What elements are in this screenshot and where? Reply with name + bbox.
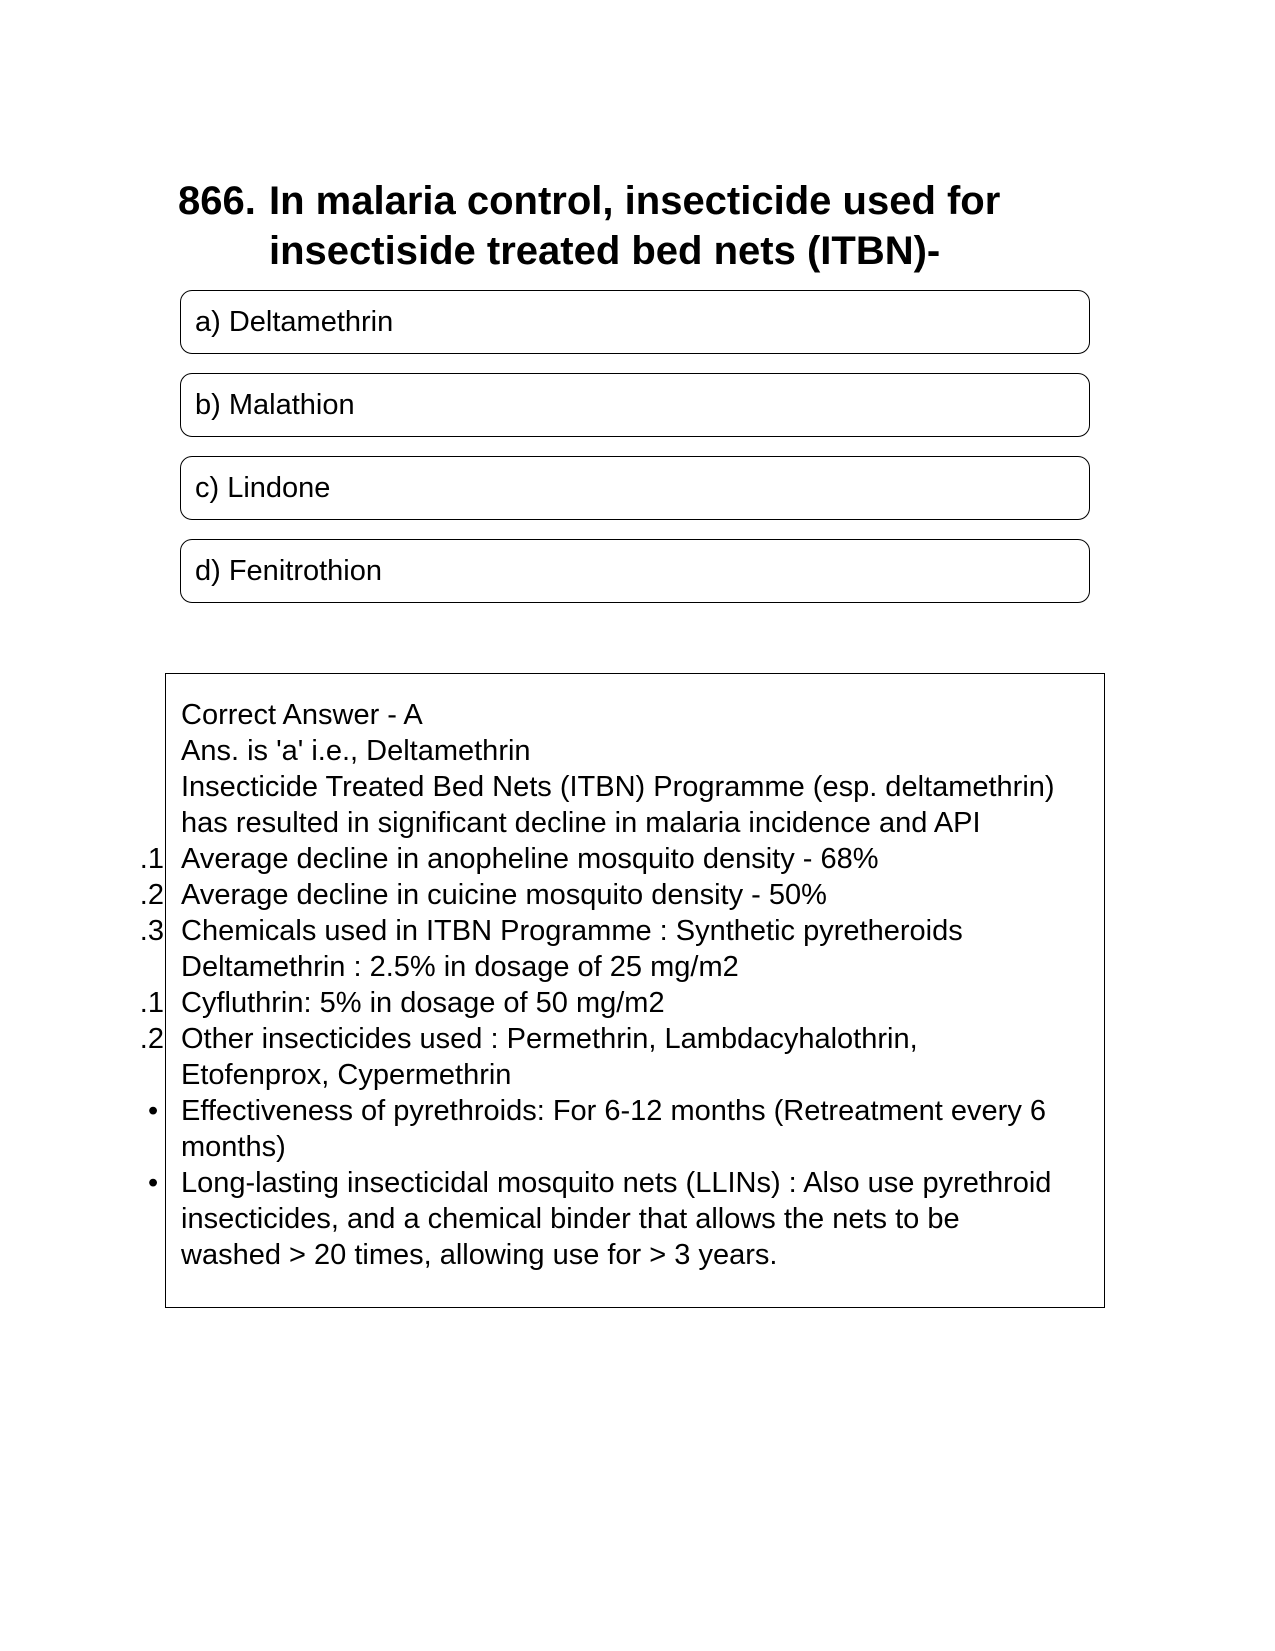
list-marker: 2. [140,1023,164,1055]
list-item: Cyfluthrin: 5% in dosage of 50 mg/m2 [181,987,665,1019]
option-c[interactable]: c) Lindone [180,456,1090,520]
correct-answer: Correct Answer - A [181,699,423,731]
bullet-marker: • [148,1167,159,1199]
option-d[interactable]: d) Fenitrothion [180,539,1090,603]
question-number: 866. [178,179,256,223]
question-heading [178,176,1078,276]
option-a[interactable]: a) Deltamethrin [180,290,1090,354]
bullet-item: Effectiveness of pyrethroids: For 6-12 months (Retreatment every 6 [181,1095,1047,1127]
intro-line-2: has resulted in significant decline in malaria incidence and API [181,807,981,839]
bullet-marker: • [148,1095,159,1127]
option-b[interactable]: b) Malathion [180,373,1090,437]
list-item: Other insecticides used : Permethrin, Lambdacyhalothrin, [181,1023,918,1055]
bullet-item-continuation: insecticides, and a chemical binder that allows the nets to be [181,1203,960,1235]
list-marker: 2. [140,879,164,911]
intro-line-1: Insecticide Treated Bed Nets (ITBN) Programme (esp. deltamethrin) [181,771,1055,803]
question-text: In malaria control, insecticide used for insectiside treated bed nets (ITBN)- [269,179,1001,273]
list-item: Chemicals used in ITBN Programme : Synthetic pyretheroids [181,915,963,947]
bullet-item-continuation: washed > 20 times, allowing use for > 3 years. [181,1239,778,1271]
list-marker: 3. [140,915,164,947]
bullet-item-continuation: months) [181,1131,286,1163]
list-item: Average decline in cuicine mosquito density - 50% [181,879,827,911]
bullet-item: Long-lasting insecticidal mosquito nets (LLINs) : Also use pyrethroid [181,1167,1052,1199]
deltamethrin-dosage: Deltamethrin : 2.5% in dosage of 25 mg/m2 [181,951,739,983]
list-item-continuation: Etofenprox, Cypermethrin [181,1059,512,1091]
list-marker: 1. [140,843,164,875]
answer-line: Ans. is 'a' i.e., Deltamethrin [181,735,531,767]
list-item: Average decline in anopheline mosquito density - 68% [181,843,879,875]
list-marker: 1. [140,987,164,1019]
